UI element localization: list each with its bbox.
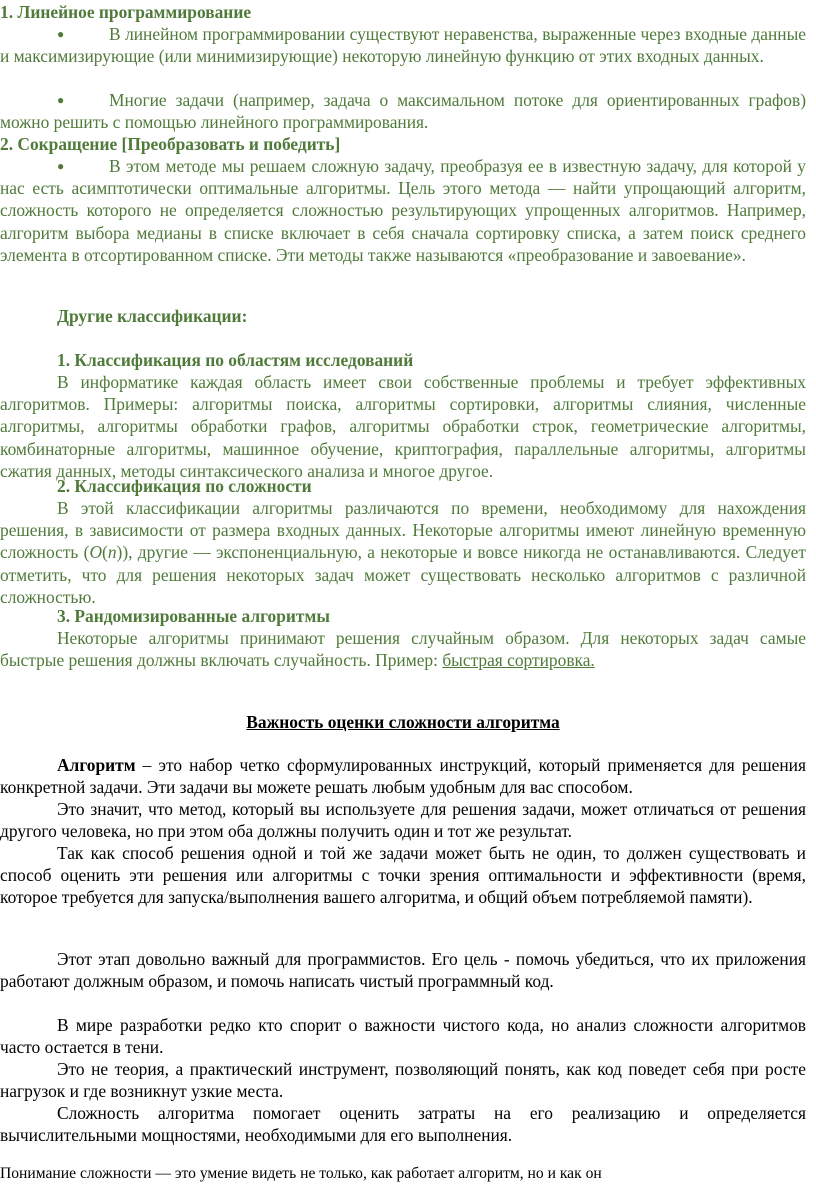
classification-1-title: 1. Классификация по областям исследований (57, 350, 414, 370)
bullet-icon: ● (57, 159, 65, 173)
section-2-bullet-1: ● В этом методе мы решаем сложную задачу, преобразуя ее в известную задачу, для которой у нас есть асимптотически оптимальные алгоритмы. Цель этого метода — найти упрощающий алгоритм, сложность которого не определяется сложностью результирующих упрощенных алгоритмов. Например, алгоритм выбора медианы в списке включает в себя сначала сортировку списка, а затем поиск среднего элемента в отсортированном списке. Эти методы также называются «преобразование и завоевание». (0, 156, 806, 265)
other-classifications-heading: Другие классификации: (57, 306, 248, 326)
bullet-icon: ● (57, 27, 65, 41)
paragraph-8: Понимание сложности — это умение видеть не только, как работает алгоритм, но и как он (0, 1165, 602, 1182)
bullet-icon: ● (57, 93, 65, 107)
section-1-bullet-1: ● В линейном программировании существуют неравенства, выраженные через входные данные и максимизирующие (или минимизирующие) некоторую линейную функцию от этих входных данных. (0, 24, 806, 67)
classification-3-title: 3. Рандомизированные алгоритмы (57, 606, 330, 626)
paragraph-3: Так как способ решения одной и той же задачи может быть не один, то должен существовать и способ оценить эти решения или алгоритмы с точки зрения оптимальности и эффективности (время, которое требуется для запуска/выполнения вашего алгоритма, и общий объем потребляемой памяти). (0, 843, 806, 908)
paragraph-5: В мире разработки редко кто спорит о важности чистого кода, но анализ сложности алгоритмов часто остается в тени. (0, 1015, 806, 1058)
paragraph-7: Сложность алгоритма помогает оценить затраты на его реализацию и определяется вычислительными мощностями, необходимыми для его выполнения. (0, 1103, 806, 1146)
classification-3-text: Некоторые алгоритмы принимают решения случайным образом. Для некоторых задач самые быстрые решения должны включать случайность. Пример: быстрая сортировка. (0, 628, 806, 671)
paragraph-4: Этот этап довольно важный для программистов. Его цель - помочь убедиться, что их приложения работают должным образом, и помочь написать чистый программный код. (0, 949, 806, 992)
classification-2-title: 2. Классификация по сложности (57, 476, 312, 496)
paragraph-2: Это значит, что метод, который вы используете для решения задачи, может отличаться от решения другого человека, но при этом оба должны получить один и тот же результат. (0, 799, 806, 842)
section-1-title: 1. Линейное программирование (0, 2, 252, 22)
section-1-bullet-2: ● Многие задачи (например, задача о максимальном потоке для ориентированных графов) можно решить с помощью линейного программирования. (0, 90, 806, 133)
classification-1-text: В информатике каждая область имеет свои собственные проблемы и требует эффективных алгоритмов. Примеры: алгоритмы поиска, алгоритмы сортировки, алгоритмы слияния, численные алгоритмы, алгоритмы обработки графов, алгоритмы обработки строк, геометрические алгоритмы, комбинаторные алгоритмы, машинное обучение, криптография, параллельные алгоритмы, алгоритмы сжатия данных, методы синтаксического анализа и многое другое. (0, 372, 806, 481)
section-2-title: 2. Сокращение [Преобразовать и победить] (0, 134, 341, 154)
paragraph-6: Это не теория, а практический инструмент, позволяющий понять, как код поведет себя при росте нагрузок и где возникнут узкие места. (0, 1059, 806, 1102)
paragraph-algorithm-definition: Алгоритм – это набор четко сформулированных инструкций, который применяется для решения конкретной задачи. Эти задачи вы можете решать любым удобным для вас способом. (0, 755, 806, 798)
quicksort-link[interactable]: быстрая сортировка. (442, 650, 595, 671)
classification-2-text: В этой классификации алгоритмы различаются по времени, необходимому для нахождения решения, в зависимости от размера входных данных. Некоторые алгоритмы имеют линейную временную сложность (O(n)), другие — экспоненциальную, а некоторые и вовсе никогда не останавливаются. Следует отметить, что для решения некоторых задач может существовать несколько алгоритмов с различной сложностью. (0, 498, 807, 607)
importance-heading: Важность оценки сложности алгоритма (246, 712, 560, 732)
